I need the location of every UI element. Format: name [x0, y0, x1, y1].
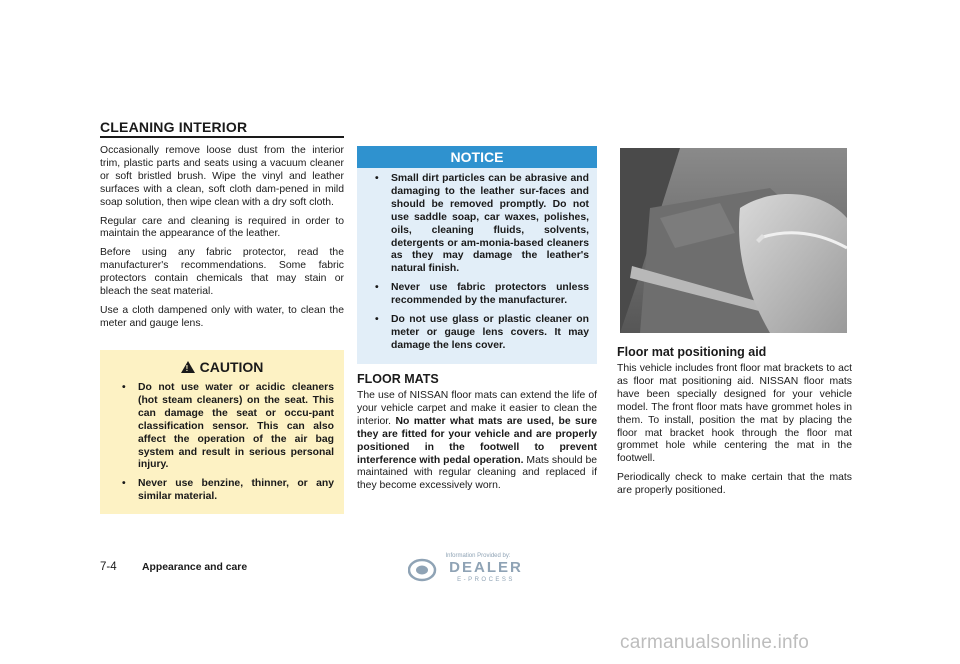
title-rule — [100, 136, 344, 138]
cleaning-paragraph: Occasionally remove loose dust from the interior trim, plastic parts and seats using a vacuum cleaner or soft bristled brush. Wipe the vinyl and leather surfaces with a clean, soft cloth dam-pened in mild soap solution, then wipe clean with a dry soft cloth. — [100, 145, 344, 208]
caution-title: CAUTION — [199, 359, 264, 375]
warning-icon: ! — [181, 361, 195, 373]
notice-title: NOTICE — [357, 146, 597, 168]
cleaning-paragraph: Before using any fabric protector, read the manufacturer's recommendations. Some fabric protectors contain chemicals that may stain or bleach the seat material. — [100, 247, 344, 298]
floor-mats-paragraph — [357, 390, 597, 493]
positioning-aid-paragraph: Periodically check to make certain that the mats are properly positioned. — [617, 472, 852, 497]
floor-mats-title: FLOOR MATS — [357, 372, 439, 386]
positioning-aid-title: Floor mat positioning aid — [617, 345, 767, 359]
caution-item: • Do not use water or acidic cleaners (hot steam cleaners) on the seat. This can damage the seat or occu-pant classification sensor. This can also affect the operation of the air bag system and result in serious personal injury. — [116, 382, 334, 472]
watermark: carmanualsonline.info — [620, 632, 810, 653]
footer-section-name: Appearance and care — [142, 562, 248, 573]
notice-box — [357, 146, 597, 364]
notice-list — [369, 173, 589, 359]
logo-sub: E-PROCESS — [457, 577, 515, 583]
page-number: 7-4 — [100, 561, 117, 573]
positioning-aid-paragraph: This vehicle includes front floor mat brackets to act as floor mat positioning aid. NISSAN floor mats have been specially designed for your vehicle model. The front floor mats have grommet holes in them. To install, position the mat by placing the floor mat bracket hook through the floor mat grommet hole while centering the mat in the footwell. — [617, 363, 852, 465]
positioning-aid-body — [617, 363, 852, 504]
section-title: CLEANING INTERIOR — [100, 119, 248, 135]
caution-box — [100, 350, 344, 514]
floor-mats-warning-text: No matter what mats are used, be sure they are fitted for your vehicle and are properly positioned in the footwell to prevent interference with pedal operation. — [357, 415, 597, 466]
caution-header — [100, 359, 344, 375]
cleaning-body — [100, 145, 344, 337]
cleaning-paragraph: Regular care and cleaning is required in order to maintain the appearance of the leather. — [100, 215, 344, 240]
floor-mats-body — [357, 390, 597, 499]
caution-list — [116, 382, 334, 510]
floor-mat-photo — [620, 148, 847, 333]
notice-item: • Never use fabric protectors unless recommended by the manufacturer. — [369, 282, 589, 308]
logo-name: DEALER — [449, 559, 523, 576]
notice-item: • Small dirt particles can be abrasive and damaging to the leather sur-faces and should be removed promptly. Do not use saddle soap, car waxes, polishes, oils, cleaning fluids, solvents, detergents or am-monia-based cleaners as they may damage the leather's natural finish. — [369, 173, 589, 276]
caution-item: • Never use benzine, thinner, or any similar material. — [116, 478, 334, 504]
floor-mats-text-tail: Mats should be maintained with regular cleaning and replaced if they become excessively worn. — [357, 454, 598, 492]
floor-mats-text: The use of NISSAN floor mats can extend the life of your vehicle carpet and make it easier to clean the interior. — [357, 390, 597, 427]
logo-caption: Information Provided by: — [445, 553, 511, 559]
cleaning-paragraph: Use a cloth dampened only with water, to clean the meter and gauge lens. — [100, 304, 344, 329]
dealer-logo — [408, 550, 546, 586]
notice-item: • Do not use glass or plastic cleaner on meter or gauge lens covers. It may damage the lens cover. — [369, 314, 589, 353]
